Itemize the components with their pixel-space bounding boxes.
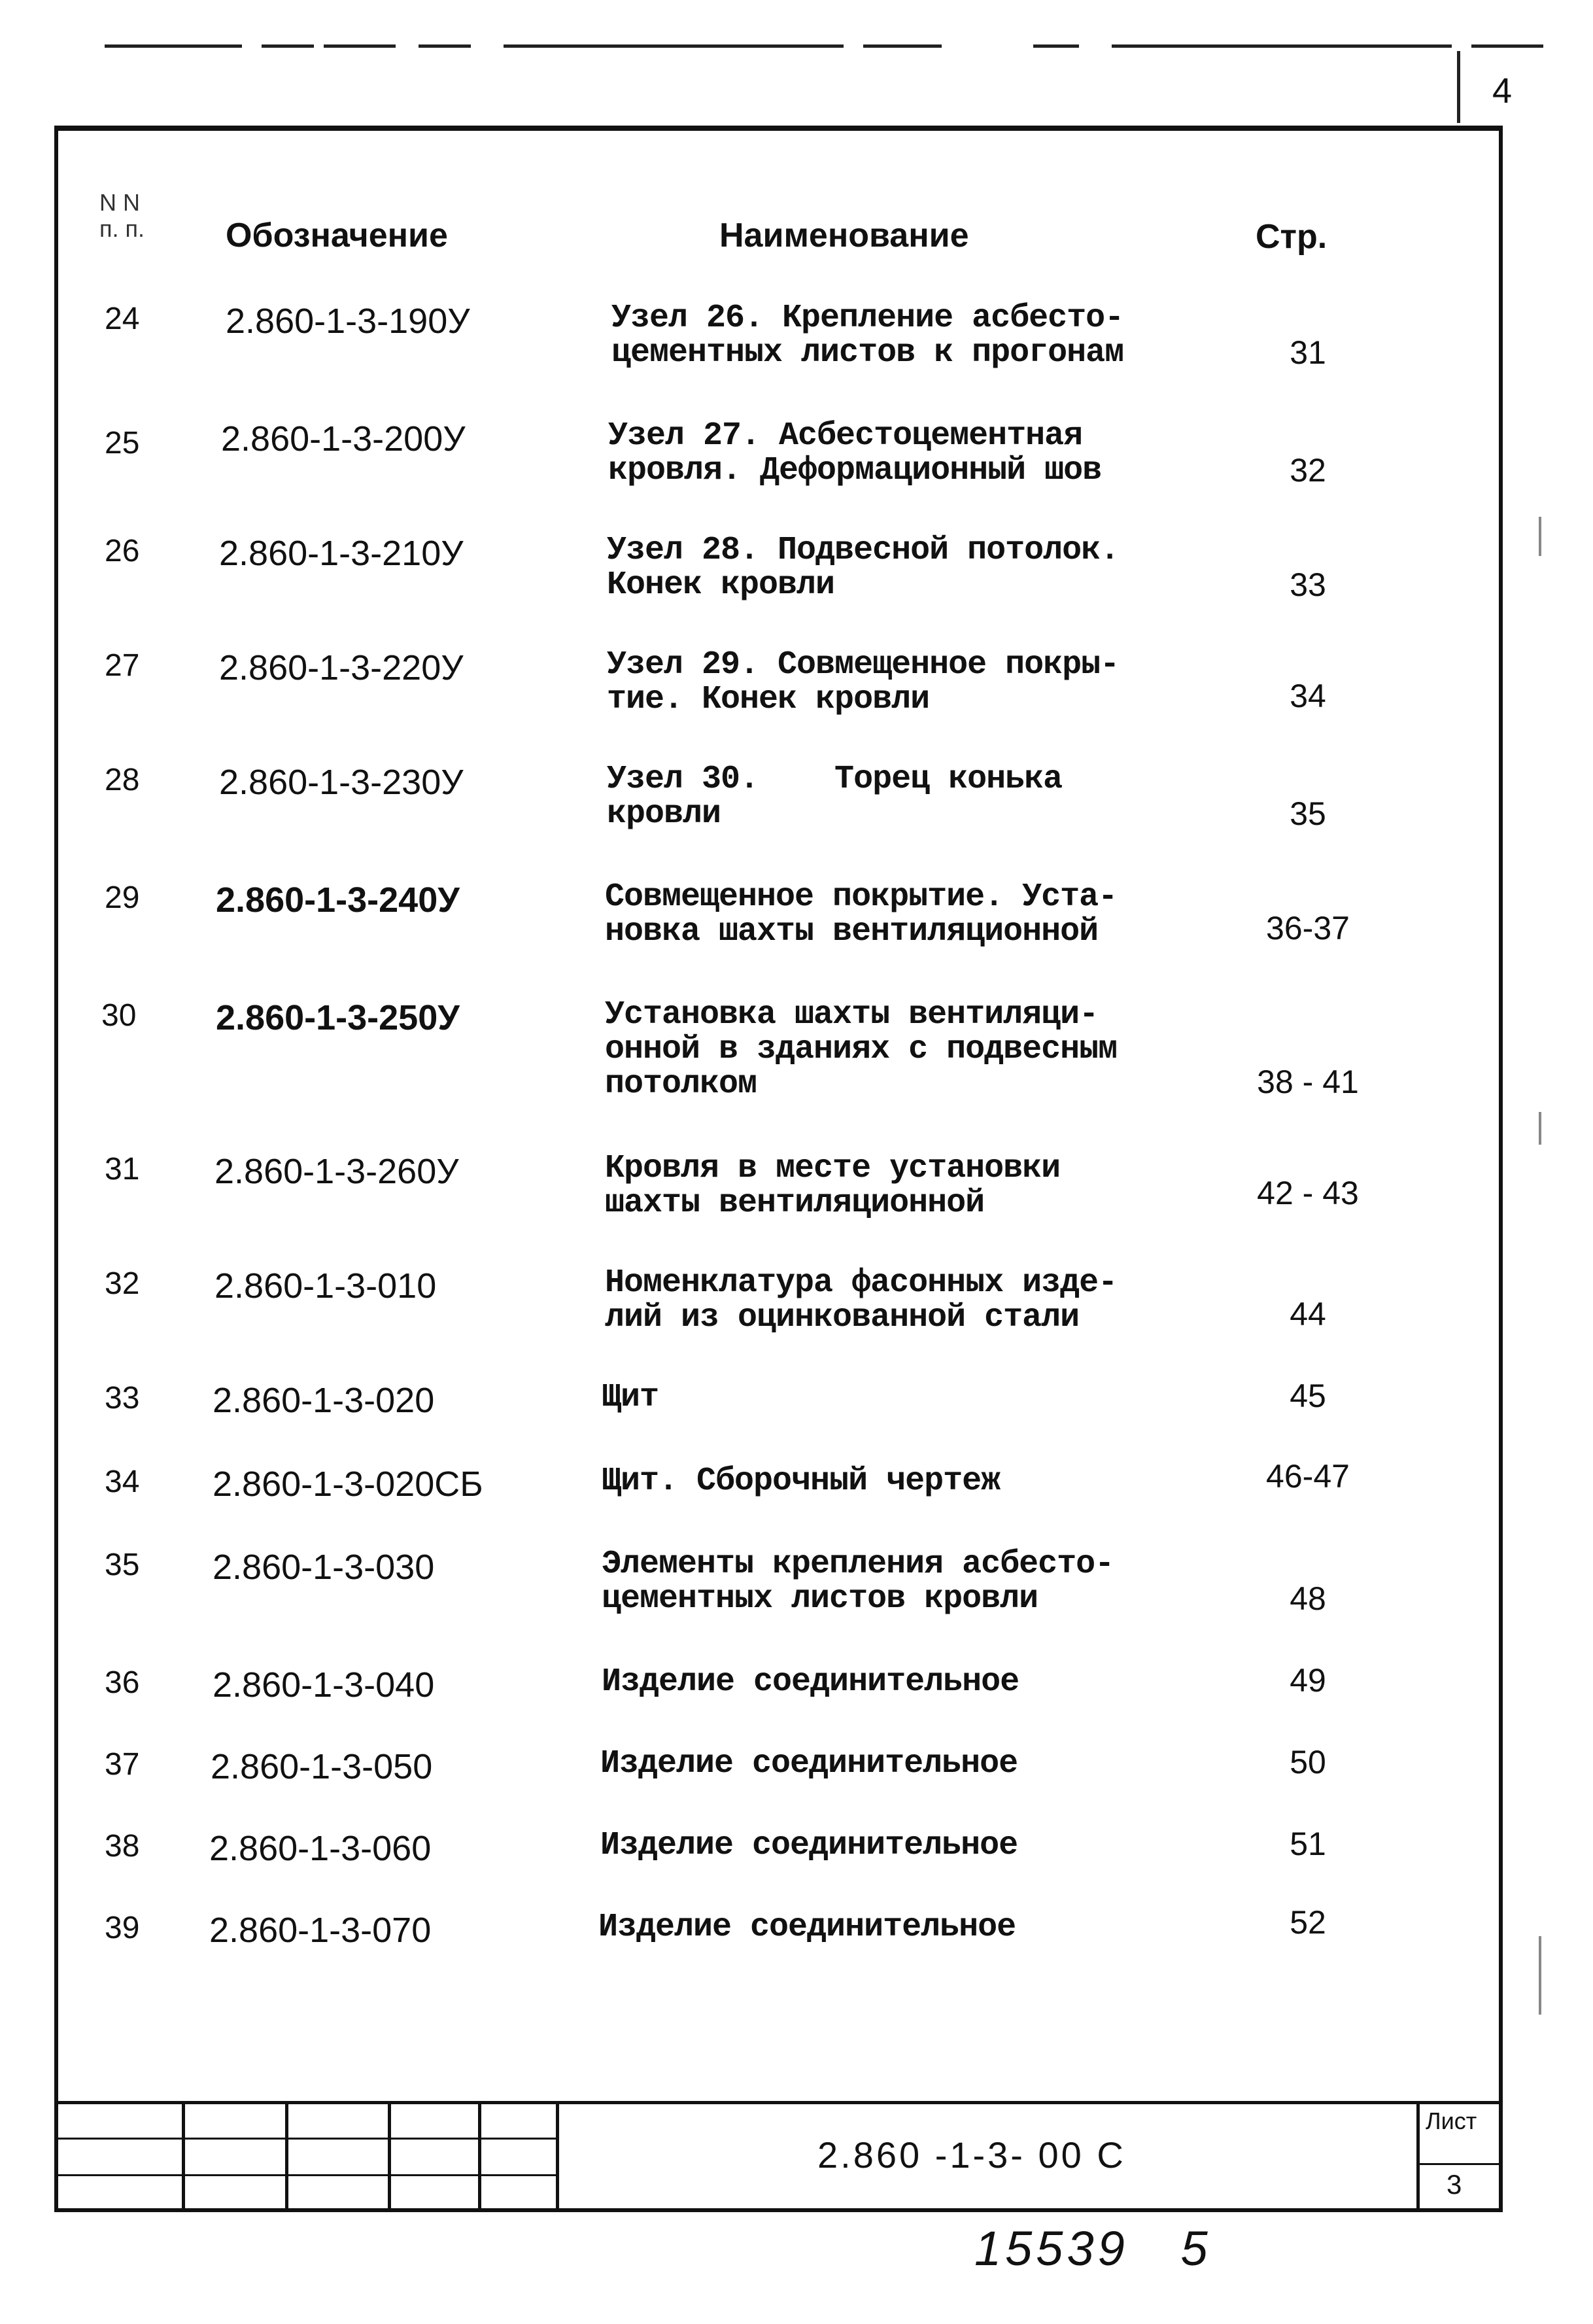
stamp-line bbox=[1416, 2101, 1420, 2212]
row-name: Узел 27. Асбестоцементная кровля. Деформационный шов bbox=[608, 417, 1102, 489]
row-number: 28 bbox=[105, 763, 140, 797]
title-block bbox=[54, 2101, 1503, 2212]
stamp-line bbox=[182, 2101, 185, 2212]
row-number: 39 bbox=[105, 1911, 140, 1945]
row-designation: 2.860-1-3-250У bbox=[216, 998, 460, 1037]
scan-edge-mark bbox=[1539, 1936, 1541, 2015]
row-page: 45 bbox=[1290, 1378, 1326, 1414]
top-border-fragment bbox=[262, 44, 314, 48]
scan-edge-mark bbox=[1539, 1112, 1541, 1145]
row-name: Узел 26. Крепление асбесто- цементных листов к прогонам bbox=[611, 300, 1124, 372]
row-designation: 2.860-1-3-030 bbox=[213, 1548, 435, 1587]
stamp-line bbox=[54, 2174, 559, 2176]
row-number: 36 bbox=[105, 1665, 140, 1700]
row-page: 49 bbox=[1290, 1662, 1326, 1699]
header-name: Наименование bbox=[719, 217, 969, 254]
row-name: Изделие соединительное bbox=[600, 1827, 1018, 1864]
row-name: Узел 30. Торец конька кровли bbox=[607, 761, 1063, 833]
top-border-fragment bbox=[1112, 44, 1452, 48]
row-name: Установка шахты вентиляци- онной в зданиях с подвесным потолком bbox=[605, 996, 1118, 1103]
top-border-fragment bbox=[863, 44, 942, 48]
row-number: 33 bbox=[105, 1381, 140, 1415]
row-number: 34 bbox=[105, 1465, 140, 1499]
stamp-line bbox=[54, 2138, 559, 2140]
stamp-line bbox=[478, 2101, 481, 2212]
row-page: 38 - 41 bbox=[1257, 1064, 1359, 1100]
row-page: 32 bbox=[1290, 452, 1326, 489]
row-designation: 2.860-1-3-040 bbox=[213, 1665, 435, 1705]
header-page: Стр. bbox=[1256, 218, 1328, 256]
top-border-fragment bbox=[1471, 44, 1543, 48]
row-number: 27 bbox=[105, 648, 140, 683]
row-page: 33 bbox=[1290, 566, 1326, 603]
row-number: 29 bbox=[105, 880, 140, 915]
row-name: Номенклатура фасонных изде- лий из оцинкованной стали bbox=[605, 1264, 1118, 1336]
row-name: Элементы крепления асбесто- цементных листов кровли bbox=[602, 1546, 1114, 1618]
row-page: 52 bbox=[1290, 1904, 1326, 1941]
row-number: 32 bbox=[105, 1266, 140, 1301]
row-designation: 2.860-1-3-230У bbox=[219, 763, 464, 802]
row-designation: 2.860-1-3-190У bbox=[226, 302, 470, 341]
row-page: 50 bbox=[1290, 1744, 1326, 1780]
row-designation: 2.860-1-3-260У bbox=[214, 1152, 459, 1191]
row-designation: 2.860-1-3-010 bbox=[214, 1266, 437, 1306]
row-number: 24 bbox=[105, 302, 140, 336]
stamp-line bbox=[388, 2101, 391, 2212]
row-number: 38 bbox=[105, 1829, 140, 1864]
top-border-fragment bbox=[1033, 44, 1079, 48]
row-number: 35 bbox=[105, 1548, 140, 1582]
top-border-fragment bbox=[504, 44, 844, 48]
row-designation: 2.860-1-3-070 bbox=[209, 1911, 432, 1950]
row-number: 26 bbox=[105, 534, 140, 568]
row-number: 30 bbox=[101, 998, 137, 1033]
row-page: 44 bbox=[1290, 1296, 1326, 1332]
stamp-line bbox=[285, 2101, 288, 2212]
stamp-line bbox=[556, 2101, 559, 2212]
row-page: 48 bbox=[1290, 1580, 1326, 1617]
row-number: 25 bbox=[105, 426, 140, 460]
row-page: 35 bbox=[1290, 795, 1326, 832]
row-number: 31 bbox=[105, 1152, 140, 1187]
row-name: Кровля в месте установки шахты вентиляционной bbox=[605, 1150, 1061, 1222]
row-designation: 2.860-1-3-200У bbox=[221, 419, 466, 459]
row-name: Изделие соединительное bbox=[600, 1745, 1018, 1782]
row-number: 37 bbox=[105, 1747, 140, 1782]
row-page: 42 - 43 bbox=[1257, 1175, 1359, 1211]
page-number: 4 bbox=[1492, 71, 1513, 111]
header-nn-line1: N N bbox=[99, 189, 140, 216]
row-designation: 2.860-1-3-220У bbox=[219, 648, 464, 687]
row-name: Совмещенное покрытие. Уста- новка шахты вентиляционной bbox=[605, 878, 1118, 950]
stamp-line bbox=[1416, 2163, 1503, 2165]
row-name: Щит bbox=[602, 1379, 659, 1416]
row-designation: 2.860-1-3-210У bbox=[219, 534, 464, 573]
header-designation: Обозначение bbox=[226, 217, 448, 254]
row-name: Узел 29. Совмещенное покры- тие. Конек кровли bbox=[607, 646, 1120, 718]
row-page: 51 bbox=[1290, 1826, 1326, 1862]
row-page: 46-47 bbox=[1266, 1458, 1350, 1495]
row-page: 31 bbox=[1290, 334, 1326, 371]
row-designation: 2.860-1-3-240У bbox=[216, 880, 460, 920]
row-page: 36-37 bbox=[1266, 910, 1350, 946]
row-name: Щит. Сборочный чертеж bbox=[602, 1463, 1001, 1500]
inventory-number: 15539 5 bbox=[974, 2221, 1212, 2276]
row-designation: 2.860-1-3-020 bbox=[213, 1381, 435, 1420]
row-page: 34 bbox=[1290, 678, 1326, 714]
row-designation: 2.860-1-3-050 bbox=[211, 1747, 433, 1786]
row-designation: 2.860-1-3-020СБ bbox=[213, 1465, 483, 1504]
frame-tick bbox=[1457, 51, 1460, 123]
top-border-fragment bbox=[105, 44, 242, 48]
header-nn-line2: п. п. bbox=[99, 215, 145, 242]
top-border-fragment bbox=[419, 44, 471, 48]
header-nn bbox=[99, 190, 145, 242]
stamp-document-code: 2.860 -1-3- 00 С bbox=[817, 2134, 1126, 2176]
row-name: Изделие соединительное bbox=[602, 1663, 1019, 1701]
sheet-number: 3 bbox=[1447, 2169, 1462, 2200]
stamp-line bbox=[54, 2101, 1503, 2104]
row-name: Изделие соединительное bbox=[598, 1909, 1016, 1946]
row-name: Узел 28. Подвесной потолок. Конек кровли bbox=[607, 532, 1120, 604]
sheet-label: Лист bbox=[1426, 2107, 1477, 2134]
scan-edge-mark bbox=[1539, 517, 1541, 556]
row-designation: 2.860-1-3-060 bbox=[209, 1829, 432, 1868]
top-border-fragment bbox=[324, 44, 396, 48]
